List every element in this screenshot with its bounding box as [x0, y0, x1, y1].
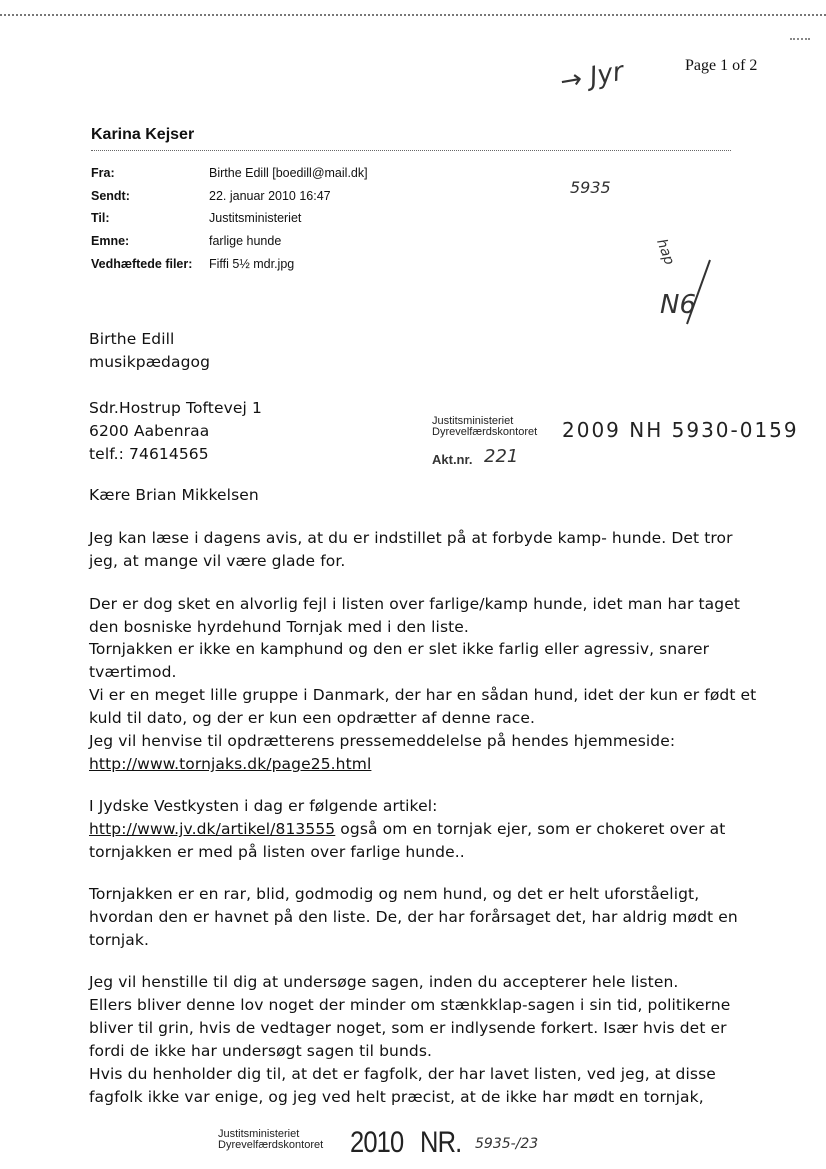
stamp-akt-number: 221 [484, 446, 519, 467]
body-line: fagfolk ikke var enige, og jeg ved helt præcist, at de ikke har mødt en tornjak, [89, 1088, 704, 1106]
body-line: tværtimod. [89, 663, 177, 681]
handwritten-stroke [675, 258, 715, 328]
greeting: Kære Brian Mikkelsen [89, 486, 259, 504]
stamp-akt-label: Akt.nr. [432, 452, 473, 467]
handwritten-note-top: → Jyr [557, 56, 626, 98]
field-value-sent: 22. januar 2010 16:47 [209, 189, 331, 203]
body-line: Vi er en meget lille gruppe i Danmark, der har en sådan hund, idet der kun er født et [89, 686, 757, 704]
field-value-subject: farlige hunde [209, 234, 282, 248]
field-label-subject: Emne: [91, 234, 130, 248]
page-indicator: Page 1 of 2 [685, 57, 758, 74]
top-scan-border [0, 14, 826, 16]
address-street: Sdr.Hostrup Toftevej 1 [89, 399, 262, 417]
stamp-bottom-nr: NR. [420, 1126, 462, 1159]
handwritten-side-note: hap [653, 236, 678, 268]
body-line: Jeg vil henstille til dig at undersøge sagen, inden du accepterer hele listen. [89, 973, 679, 991]
body-line: tornjak. [89, 931, 149, 949]
stamp-ministry: Justitsministeriet [432, 415, 514, 427]
body-line: jeg, at mange vil være glade for. [89, 552, 346, 570]
field-label-to: Til: [91, 211, 110, 225]
address-name: Birthe Edill [89, 330, 175, 348]
field-label-attachments: Vedhæftede filer: [91, 257, 193, 271]
body-line: fordi de ikke har undersøgt sagen til bunds. [89, 1042, 433, 1060]
stamp-bottom-year: 2010 [350, 1126, 404, 1159]
article-link[interactable]: http://www.jv.dk/artikel/813555 [89, 820, 336, 838]
body-line: kuld til dato, og der er kun een opdrætter af denne race. [89, 709, 536, 727]
stamp-bottom-ministry: Justitsministeriet [218, 1128, 300, 1140]
body-line: den bosniske hyrdehund Tornjak med i den liste. [89, 618, 469, 636]
header-divider [91, 150, 731, 151]
handwritten-number: 5935 [570, 178, 611, 197]
stamp-bottom-case: 5935-/23 [475, 1136, 539, 1152]
breeder-link[interactable]: http://www.tornjaks.dk/page25.html [89, 755, 372, 773]
stamp-bottom-department: Dyrevelfærdskontoret [218, 1139, 324, 1151]
stamp-department: Dyrevelfærdskontoret [432, 426, 538, 438]
sender-name: Karina Kejser [91, 126, 195, 143]
field-label-sent: Sendt: [91, 189, 130, 203]
body-line: Jeg kan læse i dagens avis, at du er indstillet på at forbyde kamp- hunde. Det tror [89, 529, 733, 547]
handwritten-initials: N6 [660, 290, 696, 320]
body-line: Jeg vil henvise til opdrætterens pressemeddelelse på hendes hjemmeside: [89, 732, 676, 750]
article-line [89, 820, 725, 838]
body-line: Ellers bliver denne lov noget der minder om stænkklap-sagen i sin tid, politikerne [89, 996, 731, 1014]
body-line: I Jydske Vestkysten i dag er følgende artikel: [89, 797, 438, 815]
body-line: tornjakken er med på listen over farlige hunde.. [89, 843, 465, 861]
body-line: Der er dog sket en alvorlig fejl i listen over farlige/kamp hunde, idet man har taget [89, 595, 741, 613]
body-line: Tornjakken er en rar, blid, godmodig og nem hund, og det er helt uforståeligt, [89, 885, 700, 903]
address-title: musikpædagog [89, 353, 211, 371]
article-line-rest: også om en tornjak ejer, som er chokeret over at [335, 820, 726, 838]
field-value-from: Birthe Edill [boedill@mail.dk] [209, 166, 368, 180]
address-city: 6200 Aabenraa [89, 422, 210, 440]
stamp-case-number: 2009 NH 5930-0159 [562, 418, 799, 442]
top-right-scan-mark [790, 38, 810, 40]
body-line: Tornjakken er ikke en kamphund og den er slet ikke farlig eller agressiv, snarer [89, 640, 710, 658]
field-value-attachments: Fiffi 5½ mdr.jpg [209, 257, 295, 271]
body-line: bliver til grin, hvis de vedtager noget, som er indlysende forkert. Især hvis det er [89, 1019, 727, 1037]
field-label-from: Fra: [91, 166, 115, 180]
address-phone: telf.: 74614565 [89, 445, 209, 463]
body-line: hvordan den er havnet på den liste. De, der har forårsaget det, har aldrig mødt en [89, 908, 738, 926]
body-line: Hvis du henholder dig til, at det er fagfolk, der har lavet listen, ved jeg, at disse [89, 1065, 716, 1083]
field-value-to: Justitsministeriet [209, 211, 302, 225]
